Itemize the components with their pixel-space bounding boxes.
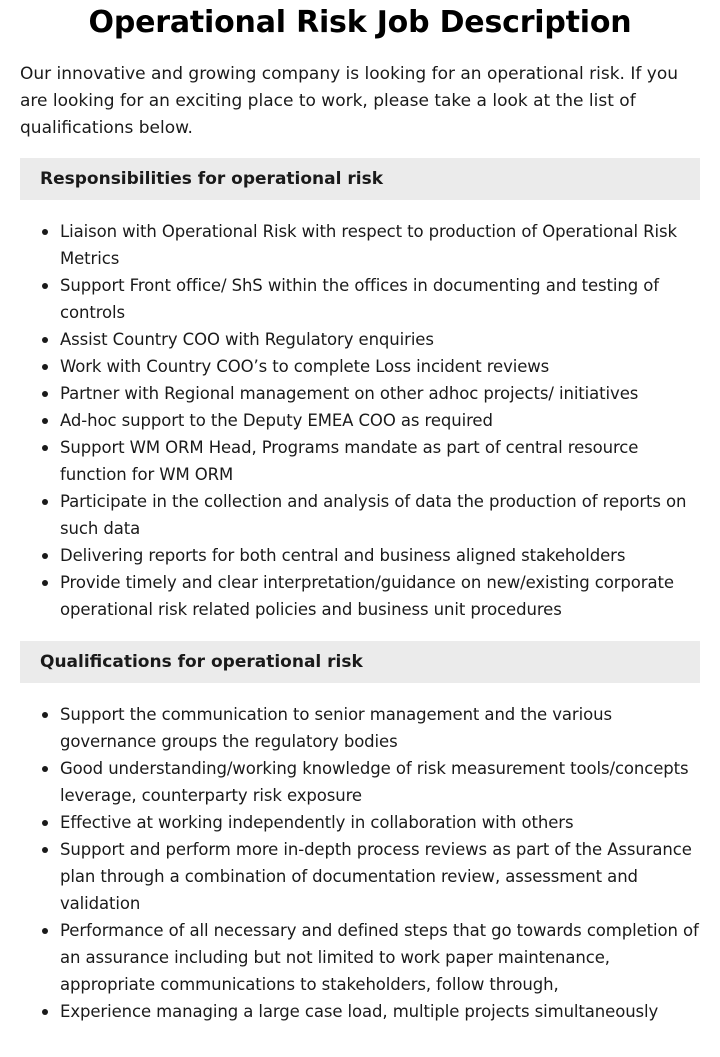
list-item: Work with Country COO’s to complete Loss incident reviews: [60, 353, 700, 380]
list-item: Effective at working independently in collaboration with others: [60, 809, 700, 836]
list-item: Liaison with Operational Risk with respect to production of Operational Risk Metrics: [60, 218, 700, 272]
intro-paragraph: Our innovative and growing company is looking for an operational risk. If you are looking for an exciting place to work, please take a look at the list of qualifications below.: [20, 64, 679, 138]
list-item: Participate in the collection and analysis of data the production of reports on such data: [60, 488, 700, 542]
responsibilities-heading: Responsibilities for operational risk: [20, 158, 700, 200]
list-item: Delivering reports for both central and business aligned stakeholders: [60, 542, 700, 569]
list-item: Performance of all necessary and defined steps that go towards completion of an assurance including but not limited to work paper maintenance, appropriate communications to stakeholders, follow through,: [60, 917, 700, 998]
responsibilities-list: [20, 218, 700, 623]
list-item: Support the communication to senior management and the various governance groups the regulatory bodies: [60, 701, 700, 755]
qualifications-list: [20, 701, 700, 1025]
list-item: Support and perform more in-depth process reviews as part of the Assurance plan through a combination of documentation review, assessment and validation: [60, 836, 700, 917]
list-item: Support WM ORM Head, Programs mandate as part of central resource function for WM ORM: [60, 434, 700, 488]
list-item: Assist Country COO with Regulatory enquiries: [60, 326, 700, 353]
list-item: Provide timely and clear interpretation/guidance on new/existing corporate operational risk related policies and business unit procedures: [60, 569, 700, 623]
list-item: Ad-hoc support to the Deputy EMEA COO as required: [60, 407, 700, 434]
list-item: Support Front office/ ShS within the offices in documenting and testing of controls: [60, 272, 700, 326]
list-item: Partner with Regional management on other adhoc projects/ initiatives: [60, 380, 700, 407]
qualifications-heading: Qualifications for operational risk: [20, 641, 700, 683]
list-item: Experience managing a large case load, multiple projects simultaneously: [60, 998, 700, 1025]
list-item: Good understanding/working knowledge of risk measurement tools/concepts leverage, counterparty risk exposure: [60, 755, 700, 809]
page-title: Operational Risk Job Description: [88, 5, 632, 40]
